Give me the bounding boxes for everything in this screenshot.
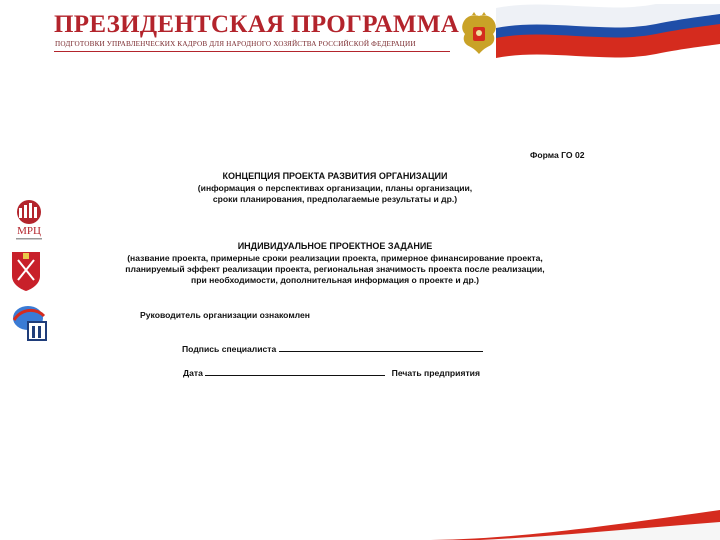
form-code: Форма ГО 02 bbox=[530, 150, 585, 160]
task-line: планируемый эффект реализации проекта, региональная значимость проекта после реализации, bbox=[125, 263, 545, 274]
concept-line: (информация о перспективах организации, планы организации, bbox=[197, 182, 473, 193]
signature-row bbox=[182, 343, 483, 355]
project-task-section bbox=[100, 241, 570, 286]
concept-title: КОНЦЕПЦИЯ ПРОЕКТА РАЗВИТИЯ ОРГАНИЗАЦИИ bbox=[222, 171, 448, 181]
mrc-logo-icon bbox=[10, 198, 48, 242]
date-row bbox=[183, 367, 480, 379]
task-title: ИНДИВИДУАЛЬНОЕ ПРОЕКТНОЕ ЗАДАНИЕ bbox=[237, 241, 433, 251]
header-divider bbox=[54, 51, 450, 52]
date-label: Дата bbox=[183, 368, 203, 378]
signature-label: Подпись специалиста bbox=[182, 344, 277, 354]
date-blank bbox=[205, 367, 385, 376]
corner-flag-wave bbox=[420, 500, 720, 540]
mrc-logo-text: МРЦ bbox=[17, 225, 41, 237]
stamp-label: Печать предприятия bbox=[391, 368, 480, 378]
spb-emblem-icon bbox=[10, 250, 42, 292]
head-acquainted: Руководитель организации ознакомлен bbox=[140, 310, 310, 320]
program-subtitle: ПОДГОТОВКИ УПРАВЛЕНЧЕСКИХ КАДРОВ ДЛЯ НАРОДНОГО ХОЗЯЙСТВА РОССИЙСКОЙ ФЕДЕРАЦИИ bbox=[55, 40, 416, 48]
russian-flag-icon bbox=[496, 4, 720, 62]
task-line: (название проекта, примерные сроки реализации проекта, примерное финансирование проекта, bbox=[127, 252, 543, 263]
program-title: ПРЕЗИДЕНТСКАЯ ПРОГРАММА bbox=[54, 11, 460, 38]
concept-line: сроки планирования, предполагаемые результаты и др.) bbox=[212, 193, 458, 204]
task-line: при необходимости, дополнительная информация о проекте и др.) bbox=[191, 275, 479, 286]
concept-section bbox=[180, 171, 490, 205]
signature-blank bbox=[279, 343, 483, 352]
computer-logo-icon bbox=[10, 300, 50, 342]
coat-of-arms-icon bbox=[458, 12, 500, 58]
